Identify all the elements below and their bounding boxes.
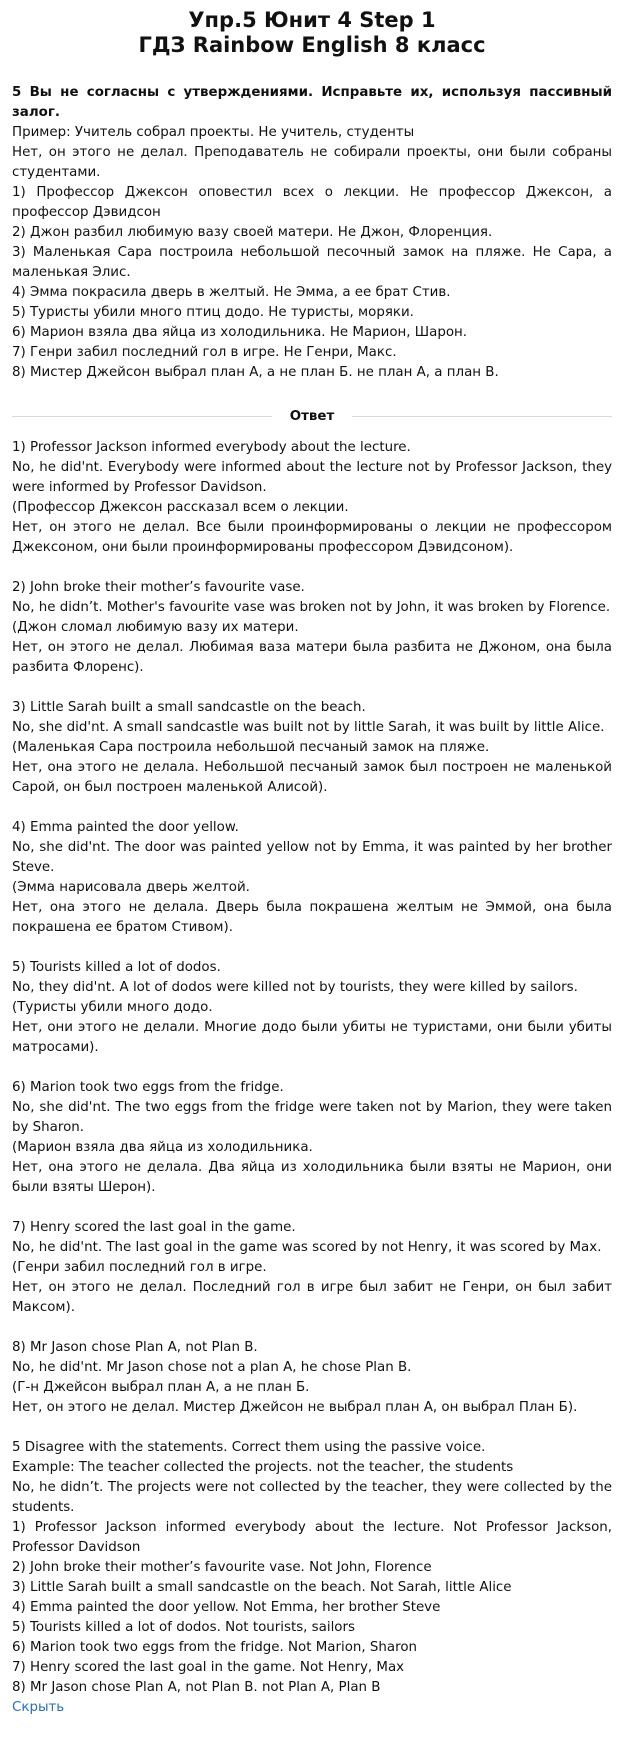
task-line: Нет, он этого не делал. Преподаватель не собирали проекты, они были собраны студентами. <box>12 145 612 180</box>
answer-en-text: No, he did'nt. The last goal in the game was scored by not Henry, it was scored by Max. <box>12 1240 602 1255</box>
answer-ru: (Профессор Джексон рассказал всем о лекции. <box>12 500 349 515</box>
answer-en: 4) Emma painted the door yellow. <box>12 820 239 835</box>
english-task <box>12 1438 612 1698</box>
answers-section <box>12 438 612 1718</box>
answer-label: Ответ <box>289 409 335 424</box>
answer-en-text: No, she did'nt. A small sandcastle was built not by little Sarah, it was built by little Alice. <box>12 720 605 735</box>
answer-ru-text: Нет, она этого не делала. Дверь была покрашена желтым не Эммой, она была покрашена ее братом Стивом). <box>12 900 612 935</box>
answer-ru-text: Нет, он этого не делал. Мистер Джейсон не выбрал план А, он выбрал План Б). <box>12 1400 578 1415</box>
answer-en: 3) Little Sarah built a small sandcastle on the beach. <box>12 700 366 715</box>
answer-en: 2) John broke their mother’s favourite vase. <box>12 580 305 595</box>
english-task-line: 8) Mr Jason chose Plan A, not Plan B. not Plan A, Plan B <box>12 1680 381 1695</box>
task-line: 1) Профессор Джексон оповестил всех о лекции. Не профессор Джексон, а профессор Дэвидсон <box>12 185 612 220</box>
answer-item <box>12 1338 612 1418</box>
english-task-line: 5 Disagree with the statements. Correct them using the passive voice. <box>12 1440 486 1455</box>
task-line: 7) Генри забил последний гол в игре. Не Генри, Макс. <box>12 345 397 360</box>
answer-en-text: No, he did'nt. Everybody were informed about the lecture not by Professor Jackson, they were informed by Professor Davidson. <box>12 460 612 495</box>
answer-ru: (Джон сломал любимую вазу их матери. <box>12 620 299 635</box>
task-line: Пример: Учитель собрал проекты. Не учитель, студенты <box>12 125 415 140</box>
english-task-line: 7) Henry scored the last goal in the game. Not Henry, Max <box>12 1660 405 1675</box>
answer-ru-text: Нет, они этого не делали. Многие додо были убиты не туристами, они были убиты матросами). <box>12 1020 612 1055</box>
answer-en-text: No, she did'nt. The two eggs from the fridge were taken not by Marion, they were taken by Sharon. <box>12 1100 612 1135</box>
answer-ru: (Марион взяла два яйца из холодильника. <box>12 1140 313 1155</box>
title-line-1: Упр.5 Юнит 4 Step 1 <box>188 8 436 32</box>
english-task-line: 1) Professor Jackson informed everybody about the lecture. Not Professor Jackson, Professor Davidson <box>12 1520 612 1555</box>
answer-ru: (Туристы убили много додо. <box>12 1000 213 1015</box>
english-task-line: 2) John broke their mother’s favourite vase. Not John, Florence <box>12 1560 432 1575</box>
task-statement <box>12 83 612 383</box>
answer-divider <box>12 409 612 424</box>
answer-en-text: No, he did'nt. Mr Jason chose not a plan A, he chose Plan B. <box>12 1360 412 1375</box>
english-task-line: No, he didn’t. The projects were not collected by the teacher, they were collected by the students. <box>12 1480 612 1515</box>
task-line: 8) Мистер Джейсон выбрал план А, а не план Б. не план А, а план В. <box>12 365 499 380</box>
answer-en: 6) Marion took two eggs from the fridge. <box>12 1080 284 1095</box>
answer-ru-text: Нет, она этого не делала. Небольшой песчаный замок был построен не маленькой Сарой, он был построен маленькой Алисой). <box>12 760 612 795</box>
english-task-line: 3) Little Sarah built a small sandcastle on the beach. Not Sarah, little Alice <box>12 1580 512 1595</box>
page-title <box>12 8 612 58</box>
answer-ru-text: Нет, он этого не делал. Все были проинформированы о лекции не профессором Джексоном, они были проинформированы профессором Дэвидсоном). <box>12 520 612 555</box>
answer-ru: (Маленькая Сара построила небольшой песчаный замок на пляже. <box>12 740 490 755</box>
task-line: 3) Маленькая Сара построила небольшой песочный замок на пляже. Не Сара, а маленькая Элис. <box>12 245 612 280</box>
english-task-line: 4) Emma painted the door yellow. Not Emma, her brother Steve <box>12 1600 441 1615</box>
answer-en: 5) Tourists killed a lot of dodos. <box>12 960 221 975</box>
divider-rule-left <box>12 416 272 417</box>
answer-item <box>12 1078 612 1198</box>
english-task-line: 5) Tourists killed a lot of dodos. Not tourists, sailors <box>12 1620 355 1635</box>
answer-ru-text: Нет, он этого не делал. Последний гол в игре был забит не Генри, он был забит Максом). <box>12 1280 612 1315</box>
answer-item <box>12 818 612 938</box>
hide-link[interactable]: Скрыть <box>12 1700 65 1715</box>
task-line: 6) Марион взяла два яйца из холодильника. Не Марион, Шарон. <box>12 325 468 340</box>
answer-item <box>12 1218 612 1318</box>
answer-en-text: No, she did'nt. The door was painted yellow not by Emma, it was painted by her brother Steve. <box>12 840 612 875</box>
page <box>12 0 612 1718</box>
answer-item <box>12 698 612 798</box>
task-line: 5) Туристы убили много птиц додо. Не туристы, моряки. <box>12 305 414 320</box>
answer-ru-text: Нет, она этого не делала. Два яйца из холодильника были взяты не Марион, они были взяты Шерон). <box>12 1160 612 1195</box>
english-task-line: Example: The teacher collected the projects. not the teacher, the students <box>12 1460 514 1475</box>
answer-en: 7) Henry scored the last goal in the game. <box>12 1220 296 1235</box>
task-line: 2) Джон разбил любимую вазу своей матери. Не Джон, Флоренция. <box>12 225 493 240</box>
answer-item <box>12 578 612 678</box>
answer-ru: (Эмма нарисовала дверь желтой. <box>12 880 250 895</box>
answer-en-text: No, he didn’t. Mother's favourite vase was broken not by John, it was broken by Florence. <box>12 600 611 615</box>
answer-item <box>12 958 612 1058</box>
answer-en: 1) Professor Jackson informed everybody about the lecture. <box>12 440 411 455</box>
answer-ru: (Генри забил последний гол в игре. <box>12 1260 267 1275</box>
answer-en: 8) Mr Jason chose Plan A, not Plan B. <box>12 1340 258 1355</box>
answer-en-text: No, they did'nt. A lot of dodos were killed not by tourists, they were killed by sailors. <box>12 980 578 995</box>
english-task-line: 6) Marion took two eggs from the fridge. Not Marion, Sharon <box>12 1640 418 1655</box>
task-title: 5 Вы не согласны с утверждениями. Исправьте их, используя пассивный залог. <box>12 85 612 120</box>
answer-ru-text: Нет, он этого не делал. Любимая ваза матери была разбита не Джоном, она была разбита Флоренс). <box>12 640 612 675</box>
answer-ru: (Г-н Джейсон выбрал план А, а не план Б. <box>12 1380 310 1395</box>
title-line-2: ГДЗ Rainbow English 8 класс <box>138 33 486 57</box>
answer-item <box>12 438 612 558</box>
task-line: 4) Эмма покрасила дверь в желтый. Не Эмма, а ее брат Стив. <box>12 285 451 300</box>
divider-rule-right <box>352 416 612 417</box>
